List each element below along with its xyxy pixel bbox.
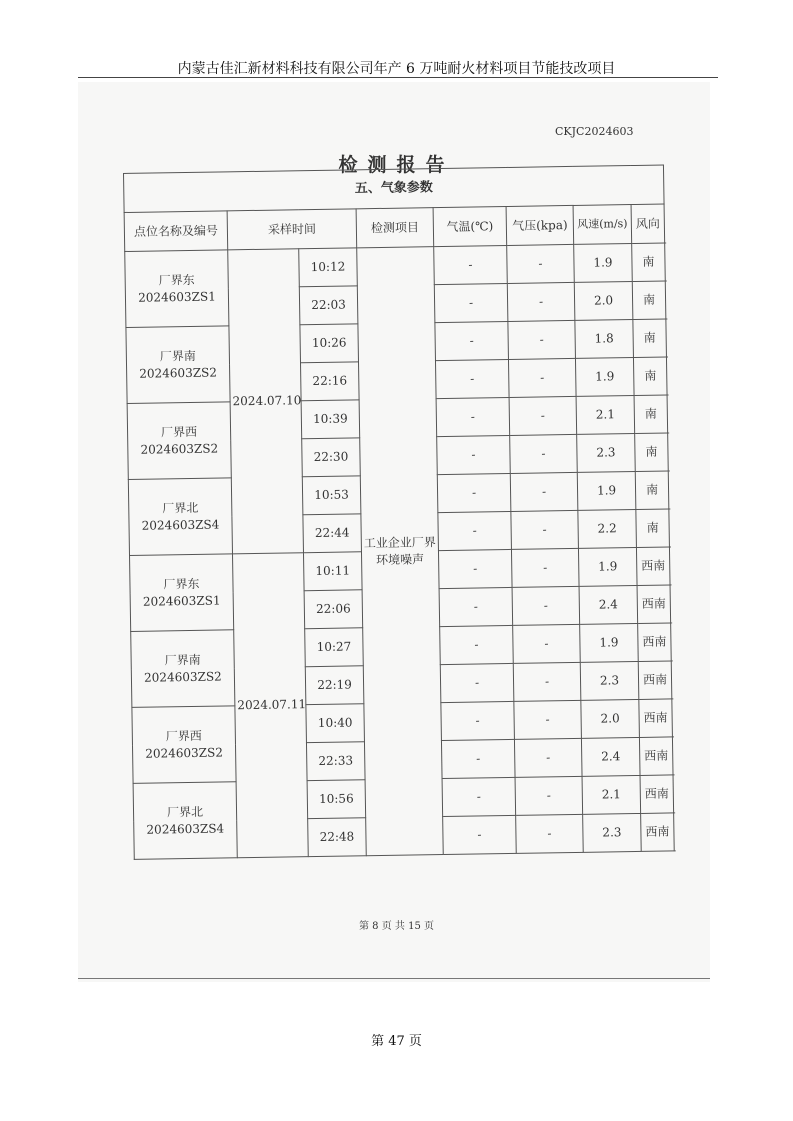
col-header-wind-speed: 风速(m/s) [573,205,632,245]
scan-bottom-rule [78,978,710,979]
point-cell [133,782,237,860]
sampling-date: 2024.07.11 [232,553,308,858]
wind-direction-value: 南 [634,395,668,434]
sampling-time: 22:48 [308,818,367,857]
wind-speed-value: 2.1 [582,775,641,814]
wind-speed-value: 2.3 [583,813,642,852]
sampling-time: 10:11 [303,552,362,591]
col-header-point: 点位名称及编号 [124,211,228,252]
wind-direction-value: 西南 [639,699,673,738]
sampling-time: 22:44 [303,514,362,553]
wind-direction-value: 西南 [641,813,675,852]
pressure-value: - [513,662,581,701]
wind-speed-value: 2.2 [578,509,637,548]
point-code: 2024603ZS1 [138,289,216,305]
section-title: 五、气象参数 [124,165,665,212]
page-number: 第 47 页 [371,1034,422,1049]
point-code: 2024603ZS2 [140,441,219,457]
sampling-time: 22:19 [305,666,364,705]
wind-speed-value: 2.4 [579,585,638,624]
sampling-time: 22:33 [306,742,365,781]
wind-speed-value: 1.9 [578,547,637,586]
page-header: 内蒙古佳汇新材料科技有限公司年产 6 万吨耐火材料项目节能技改项目 [177,61,616,77]
pressure-value: - [516,814,584,853]
sampling-time: 10:26 [300,324,359,363]
sampling-time: 10:56 [307,780,366,819]
pressure-value: - [514,700,582,739]
sampling-time: 10:53 [302,476,361,515]
pressure-value: - [511,548,579,587]
wind-direction-value: 西南 [638,623,672,662]
point-cell [127,402,231,480]
pressure-value: - [509,396,577,435]
pressure-value: - [508,320,576,359]
wind-speed-value: 2.4 [581,737,640,776]
test-item: 工业企业厂界环境噪声 [357,247,444,856]
temperature-value: - [443,815,517,854]
wind-speed-value: 2.3 [577,433,636,472]
wind-speed-value: 2.0 [574,282,633,321]
wind-direction-value: 南 [635,433,669,472]
pressure-value: - [513,624,581,663]
pressure-value: - [510,434,578,473]
pressure-value: - [507,282,575,321]
report-table-sheet [123,165,674,876]
wind-speed-value: 2.1 [576,396,635,435]
sampling-time: 10:40 [306,704,365,743]
temperature-value: - [441,701,515,740]
wind-speed-value: 2.0 [581,699,640,738]
temperature-value: - [437,473,511,512]
wind-direction-value: 南 [633,319,667,358]
point-code: 2024603ZS2 [143,669,222,685]
col-header-sampling-time: 采样时间 [227,209,357,250]
wind-direction-value: 西南 [640,775,674,814]
point-cell [125,250,229,328]
point-code: 2024603ZS2 [145,745,224,761]
point-cell [132,706,236,784]
sampling-time: 10:12 [299,248,358,287]
point-cell [126,326,230,404]
temperature-value: - [442,777,516,816]
inner-page-number: 第 8 页 共 15 页 [359,921,434,932]
temperature-value: - [436,397,510,436]
pressure-value: - [508,358,576,397]
sampling-time: 22:03 [299,286,358,325]
point-name: 厂界东 [158,273,195,288]
point-cell [128,478,232,556]
col-header-temperature: 气温(℃) [433,206,507,246]
pressure-value: - [507,244,575,283]
sampling-time: 22:06 [304,590,363,629]
wind-speed-value: 1.9 [574,244,633,283]
col-header-test-item: 检测项目 [356,208,434,248]
temperature-value: - [434,283,508,322]
point-name: 厂界北 [166,805,204,820]
wind-direction-value: 南 [636,509,670,548]
header-rule [78,77,718,78]
wind-speed-value: 1.9 [577,471,636,510]
meteorological-table [123,165,675,860]
sampling-time: 22:30 [302,438,361,477]
wind-direction-value: 南 [633,357,667,396]
pressure-value: - [511,510,579,549]
temperature-value: - [434,245,508,284]
temperature-value: - [440,625,514,664]
point-code: 2024603ZS4 [141,517,220,533]
point-code: 2024603ZS1 [142,593,221,609]
sampling-date: 2024.07.10 [228,249,304,554]
point-code: 2024603ZS4 [146,820,225,837]
temperature-value: - [437,435,511,474]
point-name: 厂界西 [160,425,198,440]
wind-direction-value: 南 [632,281,666,320]
temperature-value: - [441,739,515,778]
wind-direction-value: 西南 [637,585,671,624]
temperature-value: - [440,663,514,702]
report-number: CKJC2024603 [555,125,634,138]
wind-direction-value: 西南 [639,737,673,776]
temperature-value: - [438,511,512,550]
wind-direction-value: 南 [632,243,666,282]
pressure-value: - [515,776,583,815]
wind-speed-value: 1.9 [580,623,639,662]
point-cell [131,630,235,708]
pressure-value: - [514,738,582,777]
point-name: 厂界北 [162,501,199,516]
wind-direction-value: 西南 [636,547,670,586]
sampling-time: 10:27 [305,628,364,667]
temperature-value: - [435,321,509,360]
wind-direction-value: 西南 [638,661,672,700]
report-title: 检测报告 [338,154,455,176]
sampling-time: 22:16 [301,362,360,401]
pressure-value: - [512,586,580,625]
wind-speed-value: 2.3 [580,661,639,700]
point-cell [130,554,234,632]
point-name: 厂界南 [159,349,196,364]
point-code: 2024603ZS2 [139,365,218,381]
temperature-value: - [439,587,513,626]
temperature-value: - [438,549,512,588]
point-name: 厂界东 [163,577,200,592]
col-header-wind-direction: 风向 [631,204,665,244]
wind-speed-value: 1.8 [575,320,634,359]
sampling-time: 10:39 [301,400,360,439]
table-body [125,243,674,859]
temperature-value: - [435,359,509,398]
wind-speed-value: 1.9 [575,358,634,397]
pressure-value: - [510,472,578,511]
point-name: 厂界西 [165,729,202,744]
wind-direction-value: 南 [635,471,669,510]
point-name: 厂界南 [164,653,201,668]
col-header-pressure: 气压(kpa) [506,205,574,245]
